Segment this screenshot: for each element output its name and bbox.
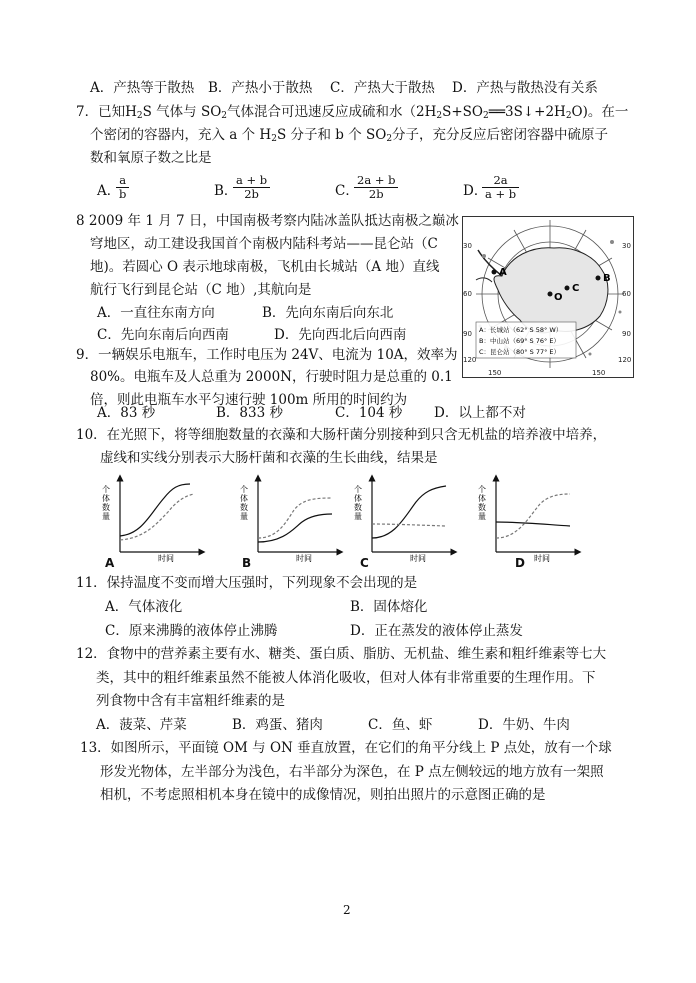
q11-line-1: 11．保持温度不变而增大压强时，下列现象不会出现的是 — [76, 575, 418, 591]
q9-option-d: D．以上都不对 — [434, 405, 526, 421]
station-a-label: A — [499, 267, 507, 278]
graph-c-ylabel: 个体数量 — [354, 485, 362, 521]
q7-option-c: C． — [335, 183, 359, 199]
q8-line-4: 航行飞行到昆仑站（C 地）,其航向是 — [90, 282, 312, 298]
q8-line-1: 8 2009 年 1 月 7 日，中国南极考察内陆冰盖队抵达南极之巅冰 — [76, 213, 459, 229]
q11-option-c: C．原来沸腾的液体停止沸腾 — [105, 623, 278, 639]
tick-90-left: 90 — [463, 330, 472, 338]
graph-c-label: C — [360, 556, 369, 570]
q7-option-b: B． — [214, 183, 238, 199]
q7-fraction-d: $\frac{2a}{a + b}$ — [482, 174, 519, 201]
q9-line-2: 80%。电瓶车及人总重为 2000N，行驶时阻力是总重的 0.1 — [90, 369, 453, 385]
q12-option-a: A．菠菜、芹菜 — [96, 717, 187, 733]
q7-fraction-c: $\frac{2a + b}{2b}$ — [354, 174, 398, 201]
q13-line-1: 13．如图所示，平面镜 OM 与 ON 垂直放置，在它们的角平分线上 P 点处，放有一个球 — [80, 740, 612, 756]
graph-a-xlabel: 时间 — [158, 554, 174, 562]
q8-option-d: D．先向西北后向西南 — [274, 327, 407, 343]
q6-option-c: C．产热大于散热 — [330, 80, 435, 96]
q8-line-2: 穹地区，动工建设我国首个南极内陆科考站——昆仑站（C — [90, 236, 438, 252]
q13-line-2: 形发光物体，左半部分为浅色，右半部分为深色，在 P 点左侧较远的地方放有一架照 — [100, 764, 604, 780]
q9-line-3: 倍，则此电瓶车水平匀速行驶 100m 所用的时间约为 — [90, 392, 408, 408]
station-b-label: B — [603, 273, 611, 284]
tick-120-right: 120 — [618, 356, 632, 364]
south-pole-label: O — [554, 292, 563, 303]
station-c-label: C — [572, 283, 580, 294]
graph-a-label: A — [105, 556, 115, 570]
tick-150-right: 150 — [592, 369, 606, 377]
tick-150-left: 150 — [488, 369, 502, 377]
growth-graph-d — [470, 472, 584, 562]
q12-line-3: 列食物中含有丰富粗纤维素的是 — [96, 693, 285, 709]
q9-option-a: A．83 秒 — [97, 405, 156, 421]
station-a-marker — [492, 270, 497, 275]
q12-line-2: 类，其中的粗纤维素虽然不能被人体消化吸收，但对人体有非常重要的生理作用。下 — [96, 670, 596, 686]
graph-b-label: B — [242, 556, 252, 570]
graph-b-ylabel: 个体数量 — [240, 485, 248, 521]
q9-option-b: B．833 秒 — [216, 405, 283, 421]
station-c-marker — [565, 286, 570, 291]
tick-90-right: 90 — [622, 330, 631, 338]
q9-line-1: 9．一辆娱乐电瓶车，工作时电压为 24V、电流为 10A，效率为 — [76, 347, 458, 363]
antarctica-map — [462, 216, 634, 378]
south-pole-marker — [548, 292, 553, 297]
graph-d-xlabel: 时间 — [534, 554, 550, 562]
q12-option-b: B．鸡蛋、猪肉 — [232, 717, 323, 733]
q12-line-1: 12．食物中的营养素主要有水、糖类、蛋白质、脂肪、无机盐、维生素和粗纤维素等七大 — [76, 646, 607, 662]
q8-option-b: B．先向东南后向东北 — [262, 305, 394, 321]
q12-option-d: D．牛奶、牛肉 — [478, 717, 570, 733]
page-number: 2 — [343, 903, 351, 917]
map-legend-3: C：昆仑站（80° S 77° E） — [479, 348, 561, 356]
map-legend-2: B：中山站（69° S 76° E） — [479, 337, 560, 345]
growth-graph-a — [94, 472, 208, 562]
graph-d-ylabel: 个体数量 — [478, 485, 486, 521]
tick-120-left: 120 — [463, 356, 477, 364]
q7-line-1: 7．已知$H_2S$ 气体与 $SO_2$气体混合可迅速反应成硫和水$(2H_2S+SO_2══3S↓+2H_2O)$。在一 — [76, 104, 629, 121]
graph-b-xlabel: 时间 — [296, 554, 312, 562]
q10-line-2: 虚线和实线分别表示大肠杆菌和衣藻的生长曲线，结果是 — [100, 450, 438, 466]
tick-30-left: 30 — [463, 242, 472, 250]
q6-option-a: A．产热等于散热 — [90, 80, 195, 96]
q10-line-1: 10．在光照下，将等细胞数量的衣藻和大肠杆菌分别接种到只含无机盐的培养液中培养， — [76, 427, 607, 443]
q7-line-2: 个密闭的容器内，充入 a 个 $H_2S$ 分子和 b 个 $SO_2$分子，充分反应后密闭容器中硫原子 — [90, 127, 609, 144]
tick-30-right: 30 — [622, 242, 631, 250]
q6-option-d: D．产热与散热没有关系 — [452, 80, 598, 96]
q8-option-a: A．一直往东南方向 — [97, 305, 215, 321]
q13-line-3: 相机，不考虑照相机本身在镜中的成像情况，则拍出照片的示意图正确的是 — [100, 787, 546, 803]
q7-option-d: D． — [463, 183, 488, 199]
q9-option-c: C．104 秒 — [335, 405, 403, 421]
station-b-marker — [596, 276, 601, 281]
graph-a-ylabel: 个体数量 — [102, 485, 110, 521]
q7-fraction-a: $\frac{a}{b}$ — [116, 174, 129, 201]
graph-d-label: D — [515, 556, 525, 570]
q7-fraction-b: $\frac{a + b}{2b}$ — [233, 174, 270, 201]
growth-graph-c — [346, 472, 460, 562]
tick-60-left: 60 — [463, 290, 472, 298]
graph-c-xlabel: 时间 — [410, 554, 426, 562]
q7-line-3: 数和氧原子数之比是 — [90, 150, 212, 166]
q11-option-a: A．气体液化 — [105, 599, 183, 615]
q6-option-b: B．产热小于散热 — [208, 80, 313, 96]
q11-option-d: D．正在蒸发的液体停止蒸发 — [350, 623, 523, 639]
growth-graph-b — [232, 472, 346, 562]
q11-option-b: B．固体熔化 — [350, 599, 428, 615]
q7-option-a: A． — [97, 183, 121, 199]
tick-60-right: 60 — [622, 290, 631, 298]
q12-option-c: C．鱼、虾 — [368, 717, 433, 733]
q8-line-3: 地)。若圆心 O 表示地球南极，飞机由长城站（A 地）直线 — [90, 259, 440, 275]
map-legend-1: A：长城站（62° S 58° W） — [479, 326, 563, 334]
q8-option-c: C．先向东南后向西南 — [97, 327, 229, 343]
